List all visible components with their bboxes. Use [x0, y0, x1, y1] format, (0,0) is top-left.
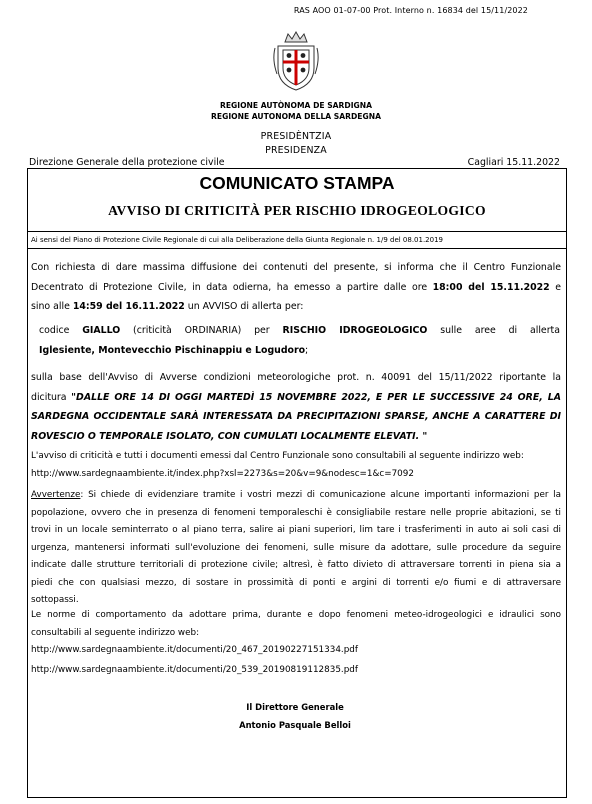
paragraph-alert-intro: Con richiesta di dare massima diffusione dei contenuti del presente, si informa che il Centro Funzionale Decentrato di Protezione Civile, in data odierna, ha emesso a partire dalle ore 18:00 del 15.11.2022 e sino alle 14:59 del 16.11.2022 un AVVISO di allerta per: — [31, 262, 561, 312]
paragraph-documents-link: L'avviso di criticità e tutti i documenti emessi dal Centro Funzionale sono consultabili al seguente indirizzo web: http://www.sardegnaambiente.it/index.php?xsl=2273&s=20&v=9&nodesc=1&c=7092 — [31, 448, 561, 483]
warnings-label: Avvertenze — [31, 490, 81, 500]
paragraph-weather-notice: sulla base dell'Avviso di Avverse condizioni meteorologiche prot. n. 40091 del 15/11/2022 riportante la dicitura "DALLE ORE 14 DI OGGI MARTEDÌ 15 NOVEMBRE 2022, E PER LE SUCCESSIVE 24 ORE, LA SARDEGNA OCCIDENTALE SARÀ INTERESSATA DA PRECIPITAZIONI SPARSE, ANCHE A CARATTERE DI ROVESCIO O TEMPORALE ISOLATO, CON CUMULATI LOCALMENTE ELEVATI. " — [31, 372, 561, 442]
directorate: Direzione Generale della protezione civile — [29, 157, 225, 168]
alert-end: 14:59 del 16.11.2022 — [72, 301, 185, 312]
protocol-number: RAS AOO 01-07-00 Prot. Interno n. 16834 del 15/11/2022 — [293, 6, 528, 15]
presidency-italian: PRESIDENZA — [265, 145, 327, 156]
signature-role: Il Direttore Generale — [246, 702, 344, 712]
sardinia-coat-of-arms-icon — [271, 30, 321, 92]
document-title: COMUNICATO STAMPA — [199, 173, 395, 193]
criticality-notice-url[interactable]: http://www.sardegnaambiente.it/index.php?xsl=2273&s=20&v=9&nodesc=1&c=7092 — [31, 468, 414, 479]
alert-areas: Iglesiente, Montevecchio Pischinappiu e Logudoro — [39, 344, 306, 356]
paragraph-warnings: Avvertenze: Si chiede di evidenziare tramite i vostri mezzi di comunicazione alcune importanti informazioni per la popolazione, ovvero che in presenza di fenomeni temporaleschi è consigliabile restare nelle proprie abitazioni, se ti trovi in un locale seminterrato o al piano terra, salire ai piani superiori, lim tare i trasferimenti in auto ai soli casi di urgenza, mantenersi informati sull'evoluzione dei fenomeni, sulle misure da adottare, sulle procedure da seguire indicate dalle strutture territoriali di protezione civile; altresì, è fatto divieto di attraversare torrenti in piena sia a piedi che con qualsiasi mezzo, di sostare in prossimità di ponti e argini di torrenti e/o fiumi e di attraversare sottopassi. — [31, 490, 561, 605]
signature-name: Antonio Pasquale Belloi — [239, 720, 351, 730]
title-box — [27, 168, 567, 232]
document-subtitle: AVVISO DI CRITICITÀ PER RISCHIO IDROGEOLOGICO — [108, 203, 486, 218]
city-date: Cagliari 15.11.2022 — [467, 157, 560, 168]
presidency-sardinian: PRESIDÈNTZIA — [260, 131, 332, 142]
risk-type: RISCHIO IDROGEOLOGICO — [282, 325, 428, 336]
region-name-sardinian: REGIONE AUTÒNOMA DE SARDIGNA — [220, 101, 372, 110]
region-name-italian: REGIONE AUTONOMA DELLA SARDEGNA — [211, 112, 381, 121]
body-box — [27, 249, 567, 798]
paragraph-alert-code: codice GIALLO (criticità ORDINARIA) per RISCHIO IDROGEOLOGICO sulle aree di allerta Iglesiente, Montevecchio Pischinappiu e Logudoro; — [39, 325, 560, 356]
alert-start: 18:00 del 15.11.2022 — [432, 281, 550, 293]
legal-reference: Ai sensi del Piano di Protezione Civile Regionale di cui alla Deliberazione della Giunta Regionale n. 1/9 del 08.01.2019 — [31, 236, 443, 244]
legal-reference-box — [27, 231, 567, 249]
paragraph-behaviour-rules: Le norme di comportamento da adottare prima, durante e dopo fenomeni meteo-idrogeologici e idraulici sono consultabili al seguente indirizzo web: — [31, 610, 561, 638]
alert-code: GIALLO — [82, 325, 121, 336]
behaviour-rules-url-2[interactable]: http://www.sardegnaambiente.it/documenti/20_539_20190819112835.pdf — [31, 665, 358, 675]
behaviour-rules-url-1[interactable]: http://www.sardegnaambiente.it/documenti/20_467_20190227151334.pdf — [31, 645, 358, 655]
